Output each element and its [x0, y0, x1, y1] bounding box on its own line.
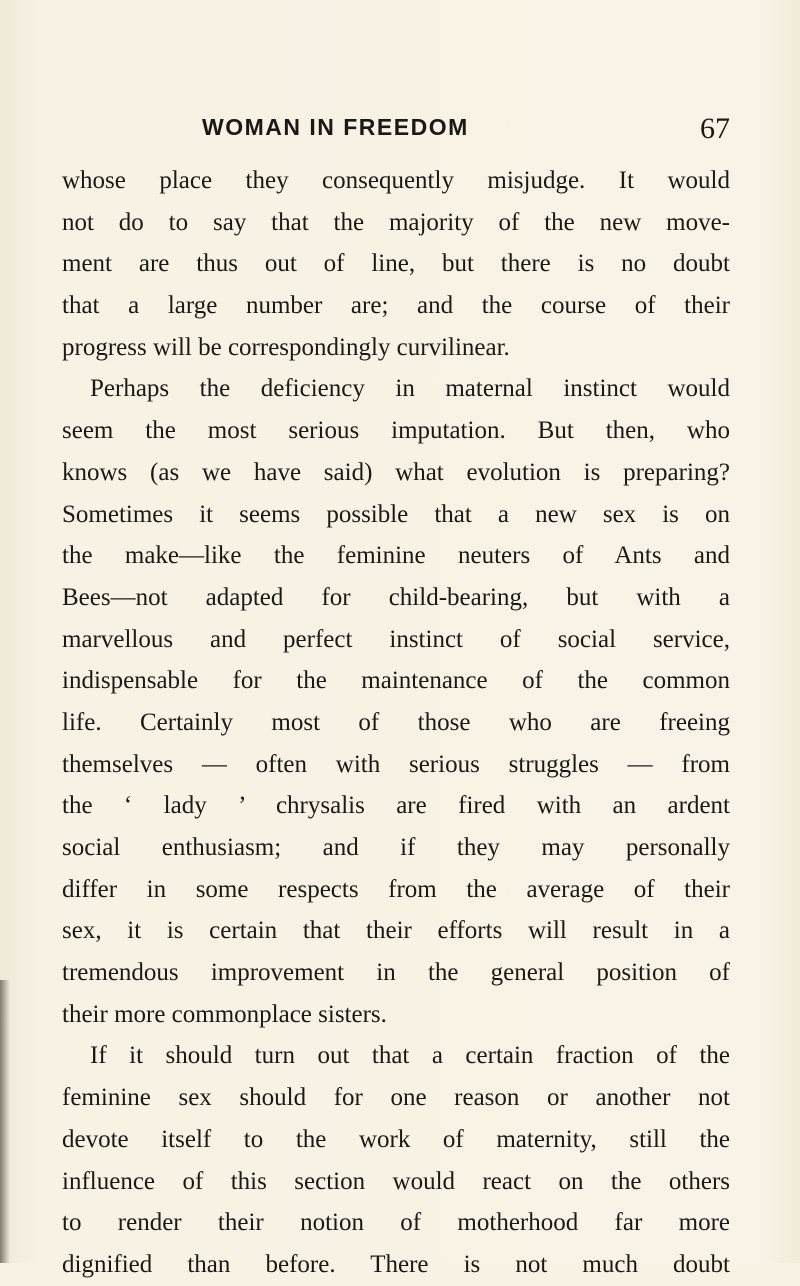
text-line: the make—like the feminine neuters of Ants and — [62, 542, 730, 570]
text-line: not do to say that the majority of the new move- — [62, 208, 730, 236]
text-line: themselves — often with serious struggles — from — [62, 750, 730, 778]
text-line: Sometimes it seems possible that a new sex is on — [62, 500, 730, 528]
text-line: dignified than before. There is not much doubt — [62, 1250, 730, 1278]
text-line: sex, it is certain that their efforts will result in a — [62, 917, 730, 945]
paragraph-start-line: Perhaps the deficiency in maternal instinct would — [90, 375, 730, 403]
text-line: to render their notion of motherhood far more — [62, 1209, 730, 1237]
paragraph-end-line: their more commonplace sisters. — [62, 1000, 387, 1028]
text-line: feminine sex should for one reason or another not — [62, 1084, 730, 1112]
text-line: seem the most serious imputation. But then, who — [62, 417, 730, 445]
text-line: social enthusiasm; and if they may personally — [62, 834, 730, 861]
text-line: influence of this section would react on the others — [62, 1167, 730, 1195]
text-line: whose place they consequently misjudge. It would — [62, 167, 730, 194]
text-line: devote itself to the work of maternity, still the — [62, 1125, 730, 1153]
text-line: differ in some respects from the average of their — [62, 875, 730, 903]
binding-shadow — [0, 980, 10, 1263]
page-number: 67 — [700, 112, 730, 145]
paragraph-end-line: progress will be correspondingly curvilinear. — [62, 333, 510, 361]
text-line: Bees—not adapted for child-bearing, but with a — [62, 583, 730, 611]
running-title: WOMAN IN FREEDOM — [202, 114, 469, 140]
text-line: that a large number are; and the course of their — [62, 292, 730, 320]
text-line: marvellous and perfect instinct of social service, — [62, 625, 730, 653]
text-line: knows (as we have said) what evolution is preparing? — [62, 458, 730, 486]
text-line: tremendous improvement in the general position of — [62, 959, 730, 987]
body-text — [62, 160, 730, 1286]
text-line: ment are thus out of line, but there is no doubt — [62, 250, 730, 278]
text-line: indispensable for the maintenance of the common — [62, 667, 730, 695]
text-line: life. Certainly most of those who are freeing — [62, 708, 730, 736]
text-line: the ‘ lady ’ chrysalis are fired with an ardent — [62, 792, 730, 820]
running-head — [62, 112, 730, 148]
paragraph-start-line: If it should turn out that a certain fraction of the — [90, 1042, 730, 1070]
